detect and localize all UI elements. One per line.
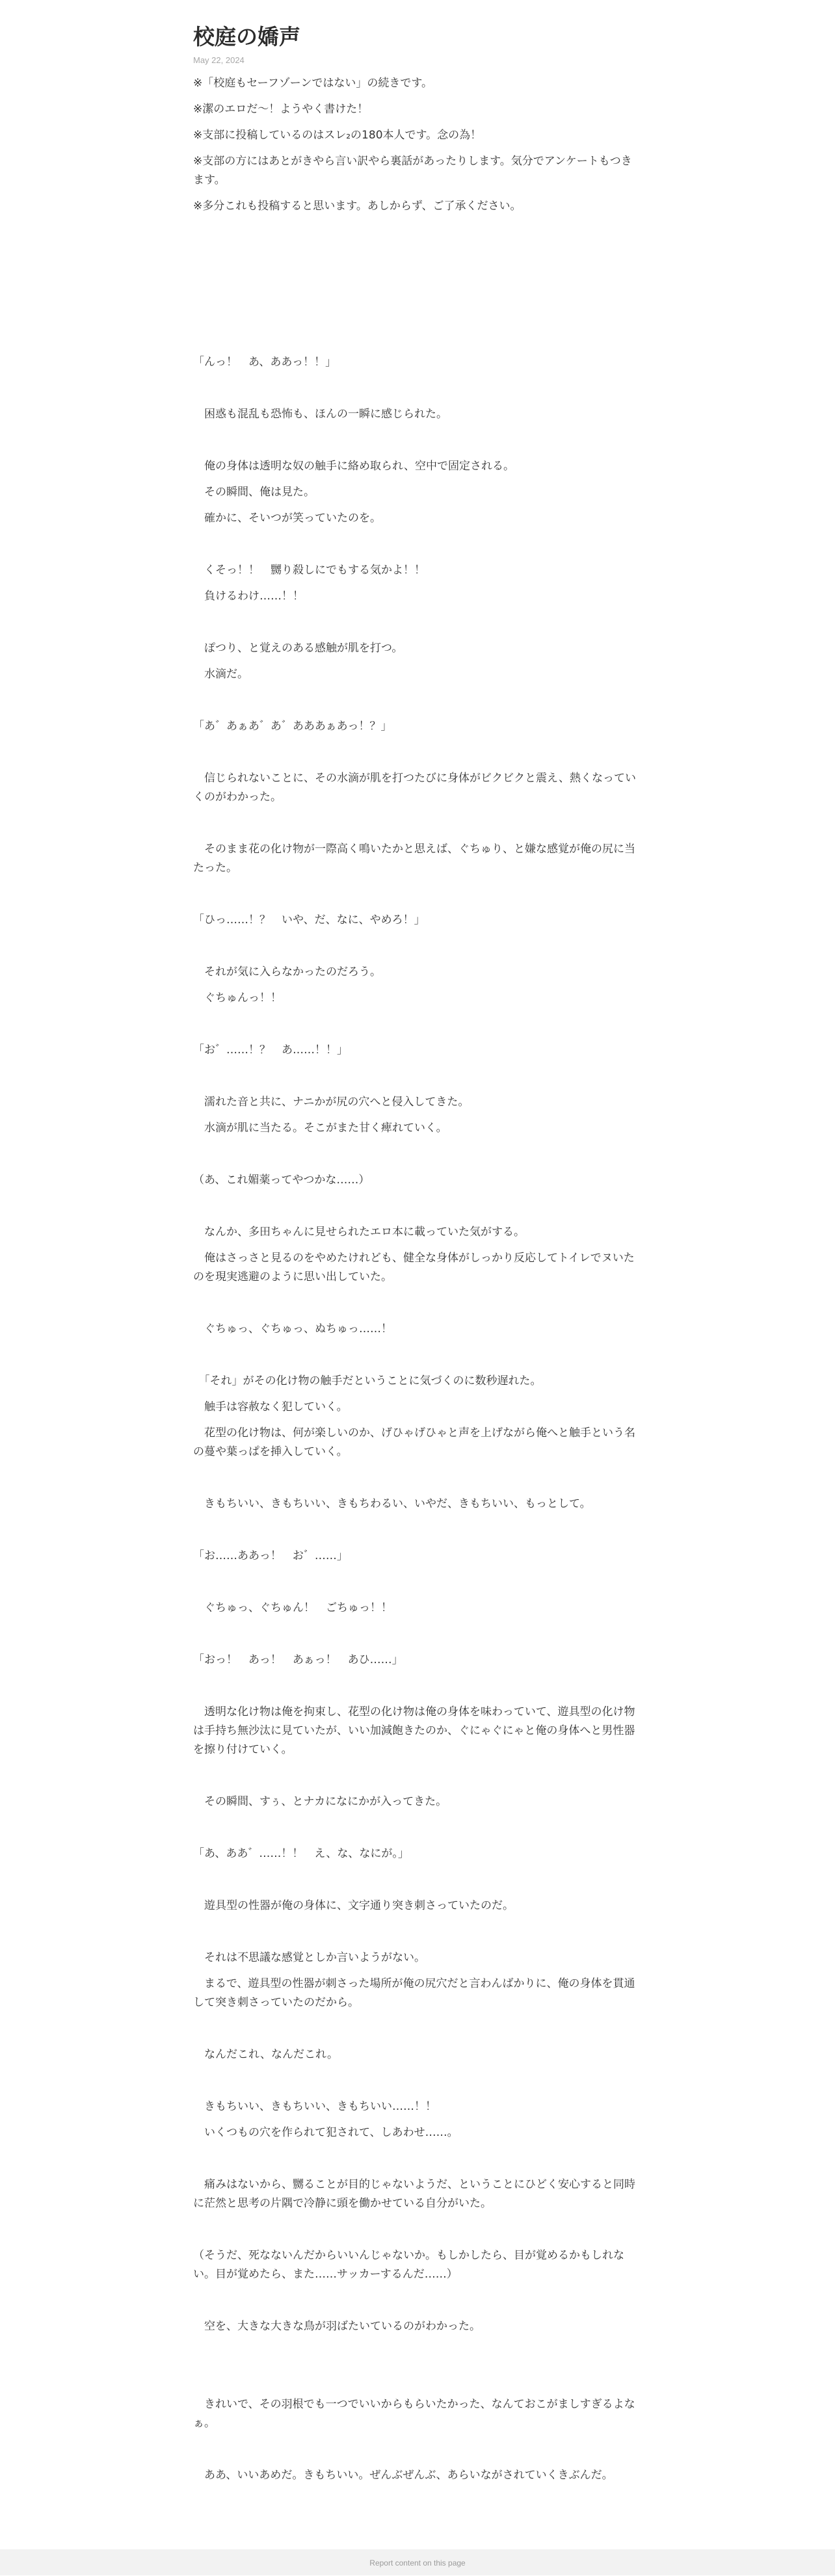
note-line: ※支部に投稿しているのはスレ₂の180本人です。念の為！ bbox=[193, 129, 482, 142]
story-line: まるで、遊具型の性器が刺さった場所が俺の尻穴だと言わんばかりに、俺の身体を貫通して突き刺さっていたのだから。 bbox=[193, 1977, 635, 2009]
story-line: それは不思議な感覚としか言いようがない。 bbox=[193, 1951, 425, 1964]
story-line: 「お……ああっ！ お゛……」 bbox=[193, 1549, 348, 1562]
story-line: 「あ゛あぁあ゛あ゛あああぁあっ！？」 bbox=[193, 720, 392, 733]
story-line: 空を、大きな大きな鳥が羽ばたいているのがわかった。 bbox=[193, 2320, 481, 2333]
article-date: May 22, 2024 bbox=[193, 55, 245, 65]
article bbox=[193, 22, 642, 2492]
note-line: ※「校庭もセーフゾーンではない」の続きです。 bbox=[193, 77, 433, 90]
story-line: 花型の化け物は、何が楽しいのか、げひゃげひゃと声を上げながら俺へと触手という名の蔓や葉っぱを挿入していく。 bbox=[193, 1426, 635, 1458]
story-line: （あ、これ媚薬ってやつかな……） bbox=[193, 1174, 370, 1187]
report-content-link[interactable]: Report content on this page bbox=[369, 2558, 466, 2568]
footer-bar bbox=[0, 2549, 835, 2575]
story-line: 「おっ！ あっ！ あぁっ！ あひ……」 bbox=[193, 1653, 403, 1666]
story-line: その瞬間、すぅ、とナカになにかが入ってきた。 bbox=[193, 1795, 447, 1808]
note-line: ※支部の方にはあとがきやら言い訳やら裏話があったりします。気分でアンケートもつきます。 bbox=[193, 155, 632, 187]
story-line: 俺はさっさと見るのをやめたけれども、健全な身体がしっかり反応してトイレでヌいたのを現実逃避のように思い出していた。 bbox=[193, 1252, 635, 1283]
story-line: 俺の身体は透明な奴の触手に絡め取られ、空中で固定される。 bbox=[193, 460, 515, 473]
story-line: なんだこれ、なんだこれ。 bbox=[193, 2048, 339, 2061]
story-line: 「お゛……！？ あ……！！」 bbox=[193, 1044, 348, 1057]
story-line: 「ひっ……！？ いや、だ、なに、やめろ！」 bbox=[193, 913, 425, 927]
story-line: そのまま花の化け物が一際高く鳴いたかと思えば、ぐちゅり、と嫌な感覚が俺の尻に当たった。 bbox=[193, 843, 635, 874]
story-line: ぐちゅっ、ぐちゅん！ ごちゅっ！！ bbox=[193, 1601, 392, 1614]
story-line: きもちいい、きもちいい、きもちわるい、いやだ、きもちいい、もっとして。 bbox=[193, 1497, 591, 1510]
story-line: 透明な化け物は俺を拘束し、花型の化け物は俺の身体を味わっていて、遊具型の化け物は手持ち無沙汰に見ていたが、いい加減飽きたのか、ぐにゃぐにゃと俺の身体へと男性器を擦り付けていく。 bbox=[193, 1705, 635, 1756]
story-line: くそっ！！ 嬲り殺しにでもする気かよ！！ bbox=[193, 564, 425, 577]
note-line: ※多分これも投稿すると思います。あしからず、ご了承ください。 bbox=[193, 200, 522, 213]
story-line: 濡れた音と共に、ナニかが尻の穴へと侵入してきた。 bbox=[193, 1096, 470, 1109]
story-line: 遊具型の性器が俺の身体に、文字通り突き刺さっていたのだ。 bbox=[193, 1899, 514, 1912]
story-line: それが気に入らなかったのだろう。 bbox=[193, 966, 381, 979]
story-line: なんか、多田ちゃんに見せられたエロ本に載っていた気がする。 bbox=[193, 1226, 525, 1239]
story-line: 信じられないことに、その水滴が肌を打つたびに身体がビクビクと震え、熱くなっていくのがわかった。 bbox=[193, 772, 637, 804]
story-line: 触手は容赦なく犯していく。 bbox=[193, 1400, 348, 1413]
story-line: 「それ」がその化け物の触手だということに気づくのに数秒遅れた。 bbox=[193, 1374, 542, 1387]
story-line: 負けるわけ……！！ bbox=[193, 590, 304, 603]
story-line: 確かに、そいつが笑っていたのを。 bbox=[193, 512, 381, 525]
story-line: 水滴だ。 bbox=[193, 668, 248, 681]
story-line: （そうだ、死なないんだからいいんじゃないか。もしかしたら、目が覚めるかもしれない。目が覚めたら、また……サッカーするんだ……） bbox=[193, 2249, 624, 2281]
story-line: 痛みはないから、嬲ることが目的じゃないようだ、ということにひどく安心すると同時に茫然と思考の片隅で冷静に頭を働かせている自分がいた。 bbox=[193, 2178, 635, 2210]
story-line: ああ、いいあめだ。きもちいい。ぜんぶぜんぶ、あらいながされていくきぶんだ。 bbox=[193, 2469, 613, 2482]
story-line: 「あ、ああ゛……！！ え、な、なにが。」 bbox=[193, 1847, 409, 1860]
story-line: ぽつり、と覚えのある感触が肌を打つ。 bbox=[193, 642, 403, 655]
story-line: 「んっ！ あ、ああっ！！」 bbox=[193, 356, 337, 369]
story-line: 水滴が肌に当たる。そこがまた甘く痺れていく。 bbox=[193, 1122, 447, 1135]
story-line: ぐちゅっ、ぐちゅっ、ぬちゅっ……！ bbox=[193, 1322, 392, 1335]
story-line: ぐちゅんっ！！ bbox=[193, 992, 282, 1005]
story-line: きもちいい、きもちいい、きもちいい……！！ bbox=[193, 2100, 436, 2113]
story-line: きれいで、その羽根でも一つでいいからもらいたかった、なんておこがましすぎるよなぁ。 bbox=[193, 2398, 635, 2430]
story-line: その瞬間、俺は見た。 bbox=[193, 486, 315, 499]
article-body bbox=[193, 74, 642, 2485]
story-line: いくつもの穴を作られて犯されて、しあわせ……。 bbox=[193, 2126, 458, 2139]
article-title: 校庭の嬌声 bbox=[193, 24, 300, 49]
story-line: 困惑も混乱も恐怖も、ほんの一瞬に感じられた。 bbox=[193, 408, 447, 421]
note-line: ※潔のエロだ〜！ようやく書けた！ bbox=[193, 103, 369, 116]
